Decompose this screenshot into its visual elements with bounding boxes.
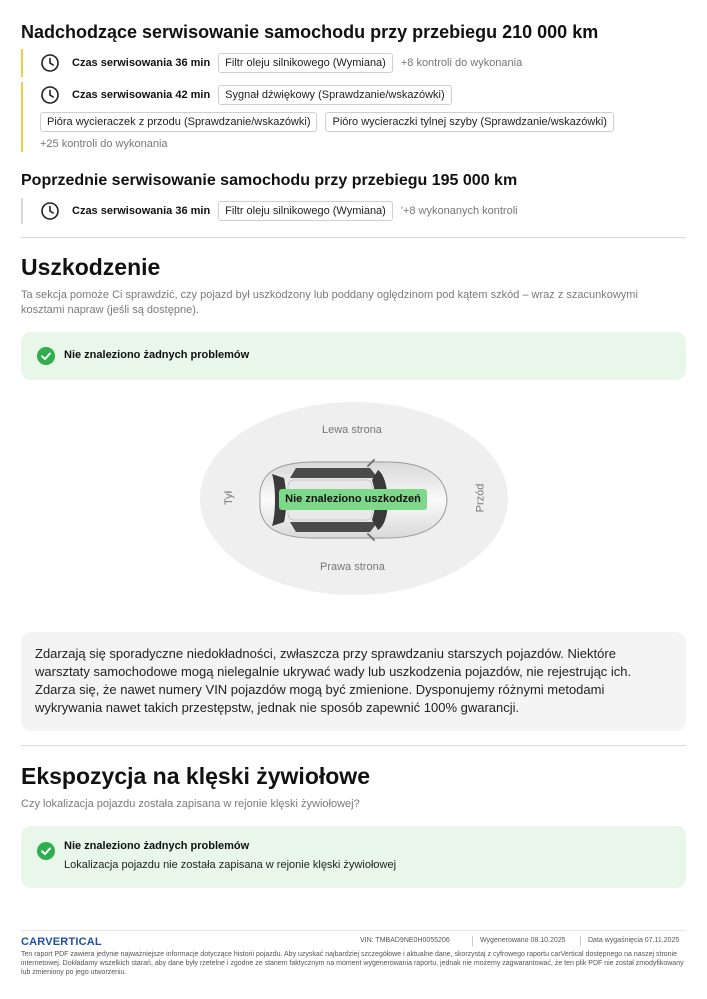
section-divider (21, 745, 686, 746)
service-chip: Pióra wycieraczek z przodu (Sprawdzanie/wskazówki) (40, 112, 317, 132)
disaster-status-box (21, 826, 686, 888)
disaster-detail-text: Lokalizacja pojazdu nie została zapisana w rejonie klęski żywiołowej (64, 859, 397, 871)
upcoming-service-entry-1 (21, 49, 686, 77)
service-chip: Filtr oleju silnikowego (Wymiana) (218, 201, 393, 221)
disaster-description: Czy lokalizacja pojazdu została zapisana w rejonie klęski żywiołowej? (21, 798, 360, 810)
right-side-label: Prawa strona (320, 561, 385, 573)
service-time: Czas serwisowania 36 min (72, 205, 211, 217)
footer-vin: VIN: TMBAD9NE0H0055206 (360, 937, 450, 944)
front-label: Przód (474, 483, 487, 513)
service-chip: Sygnał dźwiękowy (Sprawdzanie/wskazówki) (218, 85, 451, 105)
section-divider (21, 237, 686, 238)
more-checks-text: +8 kontroli do wykonania (400, 57, 523, 69)
clock-icon (40, 53, 60, 73)
footer-disclaimer: Ten raport PDF zawiera jedynie najważniejsze informacje dotyczące historii pojazdu. Aby uzyskać najbardziej szczegółowe i aktualne dane, skorzystaj z cyfrowego raportu carVertical dostępnego na naszej stronie internetowej. Dokładamy wszelkich starań, aby dane były rzetelne i zgodne ze stanem faktycznym na moment wygenerowania raportu, jednak nie możemy zagwarantować, że ten plik PDF nie został zmodyfikowany lub zmieniony po jego utworzeniu. (21, 951, 684, 976)
footer-divider (21, 930, 686, 931)
more-checks-text: +25 kontroli do wykonania (40, 138, 168, 150)
damage-status-box (21, 332, 686, 380)
footer-expires: Data wygaśnięcia 07.11.2025 (588, 937, 680, 944)
no-damage-badge: Nie znaleziono uszkodzeń (279, 489, 427, 510)
performed-checks-text: '+8 wykonanych kontroli (400, 205, 518, 217)
damage-description: Ta sekcja pomoże Ci sprawdzić, czy pojazd był uszkodzony lub poddany oględzinom pod kątem szkód – wraz z szacunkowymi kosztami napraw (jeśli są dostępne). (21, 289, 638, 316)
upcoming-service-entry-2 (21, 82, 686, 152)
service-time: Czas serwisowania 42 min (72, 89, 211, 101)
upcoming-service-title: Nadchodzące serwisowanie samochodu przy przebiegu 210 000 km (21, 22, 599, 42)
previous-service-entry (21, 198, 686, 224)
left-side-label: Lewa strona (322, 424, 382, 436)
footer-separator (580, 936, 581, 946)
footer-generated: Wygenerowano 08.10.2025 (480, 937, 566, 944)
clock-icon (40, 201, 60, 221)
carvertical-logo: CARVERTICAL (21, 936, 102, 948)
disaster-title: Ekspozycja na klęski żywiołowe (21, 763, 370, 789)
disaster-status-text: Nie znaleziono żadnych problemów (64, 840, 250, 852)
service-chip: Pióro wycieraczki tylnej szyby (Sprawdzanie/wskazówki) (325, 112, 613, 132)
footer-separator (472, 936, 473, 946)
clock-icon (40, 85, 60, 105)
check-circle-icon (37, 842, 55, 860)
service-chip: Filtr oleju silnikowego (Wymiana) (218, 53, 393, 73)
check-circle-icon (37, 347, 55, 365)
previous-service-title: Poprzednie serwisowanie samochodu przy przebiegu 195 000 km (21, 172, 518, 189)
rear-label: Tył (223, 490, 236, 506)
service-time: Czas serwisowania 36 min (72, 57, 211, 69)
damage-status-text: Nie znaleziono żadnych problemów (64, 349, 250, 361)
damage-title: Uszkodzenie (21, 254, 161, 280)
accuracy-note: Zdarzają się sporadyczne niedokładności, zwłaszcza przy sprawdzaniu starszych pojazdów. Niektóre warsztaty samochodowe mogą nielegalnie ukrywać wady lub uszkodzenia pojazdów, nie rejestrując ich. Zdarza się, że nawet numery VIN pojazdów mogą być zmienione. Dysponujemy różnymi metodami wykrywania nawet takich przestępstw, jednak nie sposób zapewnić 100% gwarancji. (21, 632, 686, 731)
